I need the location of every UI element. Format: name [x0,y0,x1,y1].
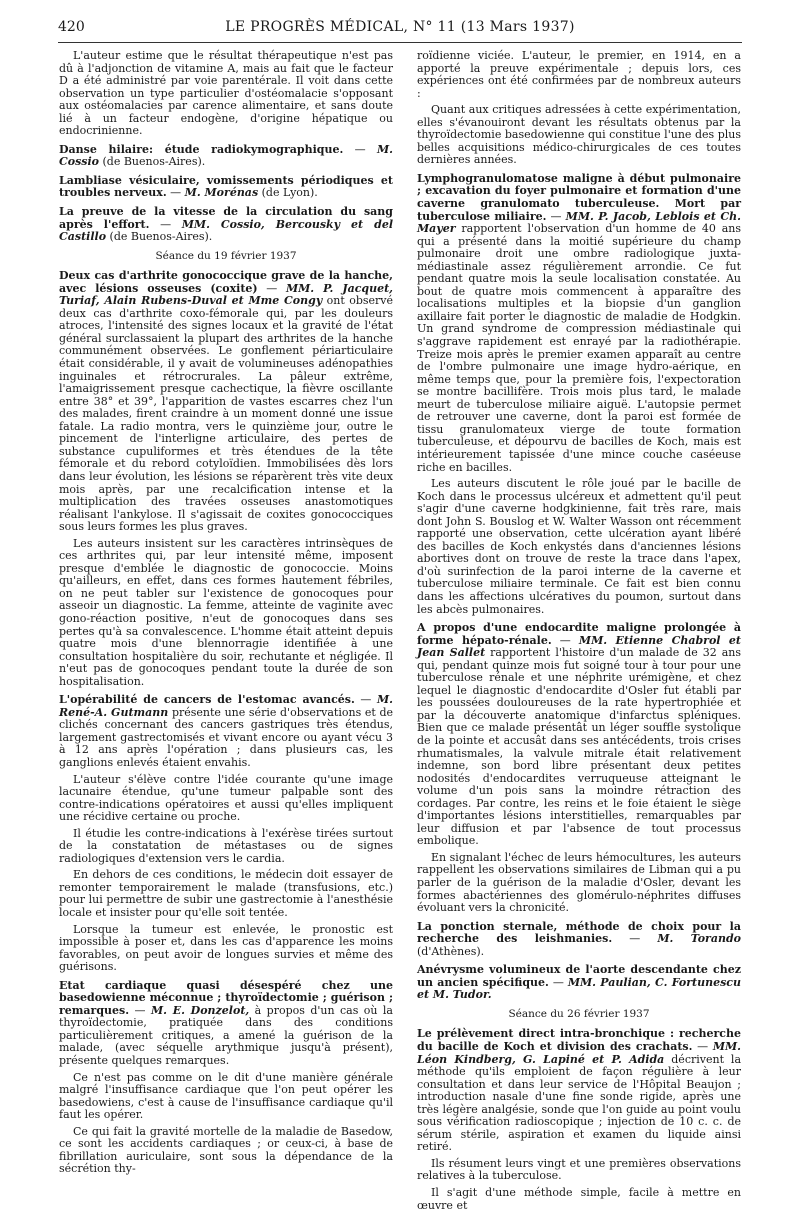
paragraph: Ils résument leurs vingt et une premières observations relatives à la tuberculose. [417,1156,741,1183]
article-entry: Etat cardiaque quasi désespéré chez une basedowienne méconnue ; thyroïdectomie ; guérison ; remarques. — M. E. Donzelot, à propos d'un cas où la thyroïdectomie, pratiquée dans des conditions particulièrement critiques, a amené la guérison de la malade, (avec séquelle arythmique jusqu'à présent), présente quelques remarques. [59,978,393,1068]
right-column [417,50,741,1216]
article-entry: Lymphogranulomatose maligne à début pulmonaire ; excavation du foyer pulmonaire et formation d'une caverne granulomato tuberculeuse. Mort par tuberculose miliaire. — MM. P. Jacob, Leblois et Ch. Mayer rapportent l'observation d'un homme de 40 ans qui a présenté dans la moitié supérieure du champ pulmonaire droit une ombre radiologique juxta-médiastinale assez régulièrement arrondie. Ce fut pendant quatre mois la seule localisation constatée. Au bout de quatre mois commencent à apparaître des localisations multiples et la biopsie d'un ganglion axillaire fait porter le diagnostic de maladie de Hodgkin. Un grand syndrome de compression médiastinale qui s'aggrave rapidement est enrayé par la radiothérapie. Treize mois après le premier examen apparaît au centre de l'ombre pulmonaire une image hydro-aérique, en même temps que, pour la première fois, l'expectoration se montre bacillifère. Trois mois plus tard, le malade meurt de tuberculose miliaire aiguë. L'autopsie permet de retrouver une caverne, dont la paroi est formée de tissu granulomateux vierge de toute formation tuberculeuse, et dépourvu de bacilles de Koch, mais est intérieurement tapissée d'une mince couche caséeuse riche en bacilles. [417,171,741,474]
session-date: Séance du 26 février 1937 [508,1007,650,1020]
article-heading: La preuve de la vitesse de la circulation du sang après l'effort. [59,205,393,231]
article-authors: MM. Etienne Chabrol et Jean Sallet [417,633,741,660]
paragraph: Quant aux critiques adressées à cette expérimentation, elles s'évanouiront devant les résultats obtenus par la thyroïdectomie basedowienne qui constitue l'une des plus belles acquisitions médico-chirurgicales de ces toutes dernières années. [417,103,741,167]
paragraph: L'auteur estime que le résultat thérapeutique n'est pas dû à l'adjonction de vitamine A, mais au fait que le facteur D a été administré par voie parentérale. Il voit dans cette observation un type particulier d'ostéomalacie s'opposant aux ostéomalacies par carence alimentaire, et sans doute lié à un facteur endogène, d'origine hépatique ou endocrinienne. [59,49,393,138]
paragraph: Il s'agit d'une méthode simple, facile à mettre en œuvre et [417,1186,741,1212]
article-authors: MM. Léon Kindberg, G. Lapiné et P. Adida [417,1040,741,1066]
article-authors: M. Morénas [184,186,259,200]
paragraph: Lorsque la tumeur est enlevée, le pronostic est impossible à poser et, dans les cas d'apparence les moins favorables, on peut avoir de longues survies et même des guérisons. [59,922,393,974]
paragraph: En dehors de ces conditions, le médecin doit essayer de remonter temporairement le malade (transfusions, etc.) pour lui permettre de subir une gastrectomie à l'anesthésie locale et insister pour qu'elle soit tentée. [59,868,393,919]
article-heading: Etat cardiaque quasi désespéré chez une basedowienne méconnue ; thyroïdectomie ; guérison ; remarques. [59,978,393,1017]
article-entry: Danse hilaire: étude radiokymographique. — M. Cossio (de Buenos-Aires). [59,142,393,169]
page-number: 420 [58,19,85,35]
left-column [59,50,393,1180]
article-entry: L'opérabilité de cancers de l'estomac avancés. — M. René-A. Gutmann présente une série d'observations et de clichés concernant des cancers gastriques très étendus, largement gastrectomisés et vivant encore ou ayant vécu 3 à 12 ans après l'opération ; dans plusieurs cas, les ganglions enlevés étaient envahis. [59,693,393,769]
paragraph: roïdienne viciée. L'auteur, le premier, en 1914, en a apporté la preuve expérimentale ; depuis lors, ces expériences ont été confirmées par de nombreux auteurs : [417,49,741,100]
page-header [58,19,742,41]
article-entry: Deux cas d'arthrite gonococcique grave de la hanche, avec lésions osseuses (coxite) — MM. P. Jacquet, Turiaf, Alain Rubens-Duval et Mme Congy ont observé deux cas d'arthrite coxo-fémorale qui, par les douleurs atroces, l'intensité des signes locaux et la gravité de l'état général surclassaient la plupart des arthrites de la hanche communément observées. Le gonflement périarticulaire était considérable, il y avait de volumineuses adénopathies inguinales et rétrocrurales. La pâleur extrême, l'amaigrissement presque cachectique, la fièvre oscillante entre 38° et 39°, l'apparition de vastes escarres chez l'un des malades, firent craindre à un moment donné une issue fatale. La radio montra, vers le quinzième jour, outre le pincement de l'interligne articulaire, des pertes de substance cupuliformes et très étendues de la tête fémorale et du rebord cotyloïdien. Immobilisées dès lors dans leur évolution, les lésions se réparèrent très vite deux mois après, par une recalcification intense et la multiplication des travées osseuses anastomotiques réalisant l'ankylose. Il s'agissait de coxites gonococciques sous leurs formes les plus graves. [59,269,393,534]
session-date: Séance du 19 février 1937 [155,249,297,262]
header-rule [58,42,742,43]
article-entry: Le prélèvement direct intra-bronchique : recherche du bacille de Koch et division des crachats. — MM. Léon Kindberg, G. Lapiné et P. Adida décrivent la méthode qu'ils emploient de façon régulière à leur consultation et dans leur service de l'Hôpital Beaujon ; introduction nasale d'une fine sonde rigide, après une très légère analgésie, sonde que l'on guide au point voulu sous vérification radioscopique ; injection de 10 c. c. de sérum stérile, aspiration et examen du liquide ainsi retiré. [417,1027,742,1154]
article-authors: M. René-A. Gutmann [59,693,393,719]
paragraph: Ce n'est pas comme on le dit d'une manière générale malgré l'insuffisance cardiaque que l'on peut opérer les basedowiens, c'est à cause de l'insuffisance cardiaque qu'il faut les opérer. [59,1070,393,1122]
paragraph: Les auteurs discutent le rôle joué par le bacille de Koch dans le processus ulcéreux et admettent qu'il peut s'agir d'une caverne hodgkinienne, fait très rare, mais dont John S. Bouslog et W. Walter Wasson ont récemment rapporté une observation, cette ulcération ayant libéré des bacilles de Koch enkystés dans d'anciennes lésions abortives dont on trouve de reste la trace dans l'apex, d'où surinfection de la paroi interne de la caverne et tuberculose miliaire terminale. Ce fait est bien connu dans les affections ulcératives du poumon, surtout dans les abcès pulmonaires. [417,477,741,616]
running-title: LE PROGRÈS MÉDICAL, N° 11 (13 Mars 1937) [225,19,575,35]
article-text: décrivent la méthode qu'ils emploient de façon régulière à leur consultation et dans leur service de l'Hôpital Beaujon ; introduction nasale d'une fine sonde rigide, après une très légère analgésie, sonde que l'on guide au point voulu sous vérification radioscopique ; injection de 10 c. c. de sérum stérile, aspiration et examen du liquide ainsi retiré. [417,1052,742,1154]
article-entry: Anévrysme volumineux de l'aorte descendante chez un ancien spécifique. — MM. Paulian, C. Fortunescu et M. Tudor. [417,963,741,1002]
article-authors: MM. P. Jacob, Leblois et Ch. Mayer [417,209,741,236]
article-heading: Lymphogranulomatose maligne à début pulmonaire ; excavation du foyer pulmonaire et formation d'une caverne granulomato tuberculeuse. Mort par tuberculose miliaire. [417,171,741,223]
article-heading: Le prélèvement direct intra-bronchique : recherche du bacille de Koch et division des crachats. [417,1027,741,1054]
article-authors: M. Cossio [59,142,393,169]
paragraph: Les auteurs insistent sur les caractères intrinsèques de ces arthrites qui, par leur intensité même, imposent presque d'emblée le diagnostic de gonococcie. Moins qu'ailleurs, en effet, dans ces formes hautement fébriles, on ne peut tabler sur l'existence de gonocoques pour asseoir un diagnostic. La femme, atteinte de vaginite avec gono-réaction positive, n'eut de gonocoques dans ses pertes qu'à sa convalescence. L'homme était atteint depuis quatre mois d'une blennorragie identifiée à une consultation hospitalière du soir, rechutante et négligée. Il n'eut pas de gonocoques pendant toute la durée de son hospitalisation. [59,536,393,688]
article-text: (d'Athènes). [417,944,485,958]
article-heading: Lambliase vésiculaire, vomissements périodiques et troubles nerveux. [59,173,393,200]
paragraph: L'auteur s'élève contre l'idée courante qu'une image lacunaire étendue, qu'une tumeur palpable sont des contre-indications opératoires et aussi qu'elles impliquent une récidive certaine ou proche. [59,772,393,824]
article-text: rapportent l'histoire d'un malade de 32 ans qui, pendant quinze mois fut soigné tour à tour pour une tuberculose rénale et une néphrite urémigène, et chez lequel le diagnostic d'endocardite d'Osler fut établi par les poussées douloureuses de la rate hypertrophiée et par la découverte anatomique d'infarctus spléniques. Bien que ce malade présentât un léger souffle systolique de la pointe et accusât dans ses antécédents, trois crises rhumatismales, la valvule mitrale était relativement indemne, son bord libre présentant deux petites nodosités d'endocardites verruqueuse atteignant le volume d'un pois sans la moindre rétraction des cordages. Par contre, les reins et le foie étaient le siège d'importantes lésions interstitielles, remarquables par leur diffusion et par l'absence de tout processus embolique. [417,646,742,848]
article-heading: Anévrysme volumineux de l'aorte descendante chez un ancien spécifique. [417,963,741,989]
paragraph: En signalant l'échec de leurs hémocultures, les auteurs rappellent les observations similaires de Libman qui a pu parler de la guérison de la maladie d'Osler, devant les formes abactériennes des glomérulo-néphrites diffuses évoluant vers la chronicité. [417,850,741,915]
article-heading: A propos d'une endocardite maligne prolongée à forme hépato-rénale. [417,621,741,647]
article-text: (de Buenos-Aires). [102,155,206,169]
article-text: ont observé deux cas d'arthrite coxo-fémorale qui, par les douleurs atroces, l'intensité des signes locaux et la gravité de l'état général surclassaient la plupart des arthrites de la hanche communément observées. Le gonflement périarticulaire était considérable, il y avait de volumineuses adénopathies inguinales et rétrocrurales. La pâleur extrême, l'amaigrissement presque cachectique, la fièvre oscillante entre 38° et 39°, l'apparition de vastes escarres chez l'un des malades, firent craindre à un moment donné une issue fatale. La radio montra, vers le quinzième jour, outre le pincement de l'interligne articulaire, des pertes de substance cupuliformes et très étendues de la tête fémorale et du rebord cotyloïdien. Immobilisées dès lors dans leur évolution, les lésions se réparèrent très vite deux mois après, par une recalcification intense et la multiplication des travées osseuses anastomotiques réalisant l'ankylose. Il s'agissait de coxites gonococciques sous leurs formes les plus graves. [59,294,393,534]
article-authors: MM. Paulian, C. Fortunescu et M. Tudor. [417,975,741,1002]
article-text: rapportent l'observation d'un homme de 40 ans qui a présenté dans la moitié supérieure du champ pulmonaire droit une ombre radiologique juxta-médiastinale assez régulièrement arrondie. Ce fut pendant quatre mois la seule localisation constatée. Au bout de quatre mois commencent à apparaître des localisations multiples et la biopsie d'un ganglion axillaire fait porter le diagnostic de maladie de Hodgkin. Un grand syndrome de compression médiastinale qui s'aggrave rapidement est enrayé par la radiothérapie. Treize mois après le premier examen apparaît au centre de l'ombre pulmonaire une image hydro-aérique, en même temps que, pour la première fois, l'expectoration se montre bacillifère. Trois mois plus tard, le malade meurt de tuberculose miliaire aiguë. L'autopsie permet de retrouver une caverne, dont la paroi est formée de tissu granulomateux vierge de toute formation tuberculeuse, et dépourvu de bacilles de Koch, mais est intérieurement tapissée d'une mince couche caséeuse riche en bacilles. [417,222,741,474]
article-entry: La preuve de la vitesse de la circulation du sang après l'effort. — MM. Cossio, Bercousky et del Castillo (de Buenos-Aires). [59,205,393,244]
article-entry: Lambliase vésiculaire, vomissements périodiques et troubles nerveux. — M. Morénas (de Lyon). [59,173,393,200]
article-heading: Deux cas d'arthrite gonococcique grave de la hanche, avec lésions osseuses (coxite) [59,269,393,295]
article-heading: La ponction sternale, méthode de choix pour la recherche des leishmanies. [417,919,741,946]
article-authors: M. E. Donzelot, [150,1003,250,1017]
article-heading: Danse hilaire: étude radiokymographique. [59,142,344,156]
article-entry: La ponction sternale, méthode de choix pour la recherche des leishmanies. — M. Torando (d'Athènes). [417,919,742,958]
article-text: (de Lyon). [261,186,318,200]
article-authors: MM. Cossio, Bercousky et del Castillo [59,217,393,244]
article-text: à propos d'un cas où la thyroïdectomie, pratiquée dans des conditions particulièrement critiques, a amené la guérison de la malade, (avec séquelle arythmique jusqu'à présent), présente quelques remarques. [59,1003,393,1068]
paragraph: Ce qui fait la gravité mortelle de la maladie de Basedow, ce sont les accidents cardiaques ; or ceux-ci, à base de fibrillation auriculaire, sont sous la dépendance de la sécrétion thy- [59,1124,393,1176]
paragraph: Il étudie les contre-indications à l'exérèse tirées surtout de la constatation de métastases ou de signes radiologiques d'extension vers le cardia. [59,826,393,865]
article-text: (de Buenos-Aires). [109,230,213,244]
article-text: présente une série d'observations et de clichés concernant des cancers gastriques très étendus, largement gastrectomisés et vivant encore ou ayant vécu 3 à 12 ans après l'opération ; dans plusieurs cas, les ganglions enlevés étaient envahis. [59,705,393,769]
article-heading: L'opérabilité de cancers de l'estomac avancés. [59,693,355,707]
article-entry: A propos d'une endocardite maligne prolongée à forme hépato-rénale. — MM. Etienne Chabrol et Jean Sallet rapportent l'histoire d'un malade de 32 ans qui, pendant quinze mois fut soigné tour à tour pour une tuberculose rénale et une néphrite urémigène, et chez lequel le diagnostic d'endocardite d'Osler fut établi par les poussées douloureuses de la rate hypertrophiée et par la découverte anatomique d'infarctus spléniques. Bien que ce malade présentât un léger souffle systolique de la pointe et accusât dans ses antécédents, trois crises rhumatismales, la valvule mitrale était relativement indemne, son bord libre présentant deux petites nodosités d'endocardites verruqueuse atteignant le volume d'un pois sans la moindre rétraction des cordages. Par contre, les reins et le foie étaient le siège d'importantes lésions interstitielles, remarquables par leur diffusion et par l'absence de tout processus embolique. [417,621,742,848]
article-authors: M. Torando [657,932,742,946]
article-authors: MM. P. Jacquet, Turiaf, Alain Rubens-Duval et Mme Congy [59,281,393,308]
